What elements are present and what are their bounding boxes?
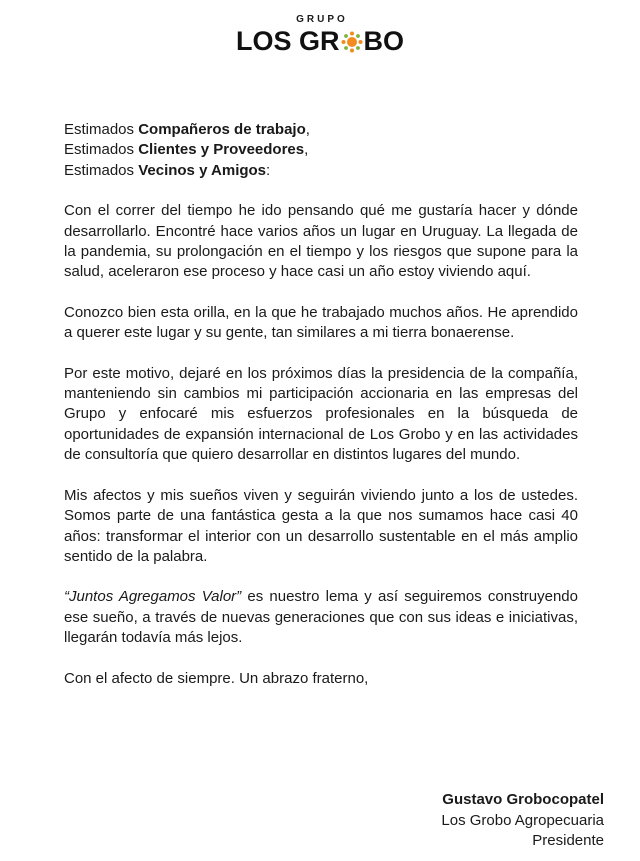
greeting-line-3 bbox=[64, 161, 578, 181]
logo-wordmark-part1: LOS GR bbox=[235, 26, 340, 56]
greeting-recipient: Clientes y Proveedores bbox=[138, 141, 305, 159]
paragraph-2: Conozco bien esta orilla, en la que he trabajado muchos años. He aprendido a querer este lugar y su gente, tan similares a mi tierra bonaerense. bbox=[64, 303, 578, 342]
greeting-line-1 bbox=[64, 120, 578, 140]
signer-name: Gustavo Grobocopatel bbox=[442, 791, 604, 808]
greeting-prefix: Estimados bbox=[64, 121, 139, 138]
greeting-block bbox=[64, 120, 578, 181]
paragraph-5 bbox=[64, 587, 578, 648]
sun-logo-icon bbox=[341, 31, 363, 53]
paragraph-4: Mis afectos y mis sueños viven y seguirán viviendo junto a los de ustedes. Somos parte de una fantástica gesta a la que nos sumamos hace casi 40 años: transformar el interior con un desarrollo sustentable en el más amplio sentido de la palabra. bbox=[64, 486, 578, 565]
greeting-punct: , bbox=[305, 121, 310, 138]
closing-line: Con el afecto de siempre. Un abrazo fraterno, bbox=[64, 669, 369, 687]
logo-wordmark bbox=[236, 26, 404, 56]
signer-title: Presidente bbox=[532, 832, 604, 849]
paragraph-3: Por este motivo, dejaré en los próximos días la presidencia de la compañía, manteniendo sin cambios mi participación accionaria en las empresas del Grupo y enfocaré mis esfuerzos profesionales en la búsqueda de oportunidades de expansión internacional de Los Grobo y en las actividades de consultoría que quiero desarrollar en distintos lugares del mundo. bbox=[64, 364, 578, 464]
letter-body bbox=[64, 120, 578, 709]
company-logo bbox=[0, 14, 640, 56]
greeting-line-2 bbox=[64, 140, 578, 160]
greeting-punct: : bbox=[266, 161, 271, 179]
logo-grupo-text: GRUPO bbox=[296, 14, 348, 25]
motto-quote: “Juntos Agregamos Valor” bbox=[64, 588, 242, 606]
greeting-prefix: Estimados bbox=[64, 141, 139, 159]
logo-wordmark-part2: BO bbox=[363, 26, 404, 56]
paragraph-5-text: es nuestro lema y así seguiremos construyendo ese sueño, a través de nuevas generaciones que con sus ideas e iniciativas, llegarán todavía más lejos. bbox=[64, 588, 578, 647]
signer-company: Los Grobo Agropecuaria bbox=[441, 811, 604, 829]
greeting-recipient: Vecinos y Amigos bbox=[138, 161, 267, 179]
greeting-punct: , bbox=[304, 141, 309, 159]
greeting-prefix: Estimados bbox=[64, 161, 139, 179]
paragraph-1: Con el correr del tiempo he ido pensando qué me gustaría hacer y dónde desarrollarlo. Encontré hace varios años un lugar en Uruguay. La llegada de la pandemia, su prolongación en el tiempo y los riesgos que supone para la salud, aceleraron ese proceso y hace casi un año estoy viviendo aquí. bbox=[64, 202, 578, 281]
signature-block bbox=[441, 790, 604, 852]
greeting-recipient: Compañeros de trabajo bbox=[138, 121, 306, 138]
